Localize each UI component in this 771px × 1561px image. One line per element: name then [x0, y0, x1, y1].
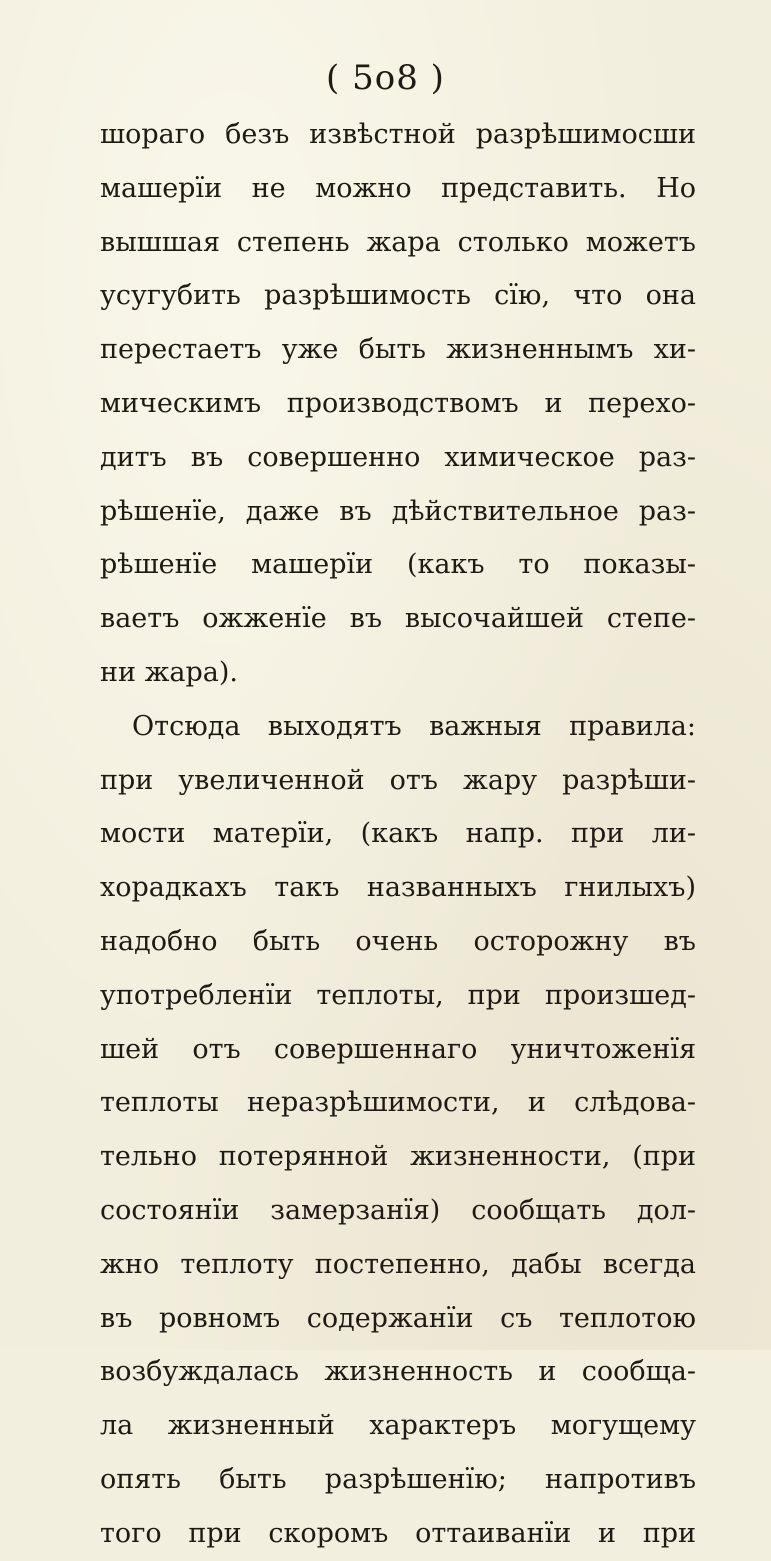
text-line: жно теплоту постепенно, дабы всегда — [100, 1248, 696, 1280]
text-line: вышшая степень жара столько можетъ — [100, 226, 696, 258]
page-body — [100, 108, 696, 1561]
text-line: употребленїи теплоты, при произшед- — [100, 979, 696, 1011]
paragraph-2 — [100, 700, 696, 1561]
text-line: рѣшенїе, даже въ дѣйствительное раз- — [100, 495, 696, 527]
text-line: опять быть разрѣшенїю; напротивъ — [100, 1463, 696, 1495]
text-line: при увеличенной отъ жару разрѣши- — [100, 764, 696, 796]
text-line: возбуждалась жизненность и сообща- — [100, 1356, 696, 1388]
text-line: тельно потерянной жизненности, (при — [100, 1141, 696, 1173]
text-line: шорагo безъ извѣстной разрѣшимосши — [100, 119, 696, 150]
text-line: рѣшенїе машерїи (какъ то показы- — [100, 549, 696, 581]
text-line: ваетъ ожженїе въ высочайшей степе- — [100, 603, 696, 635]
text-line: мическимъ производствомъ и перехо- — [100, 387, 696, 419]
text-line: въ ровномъ содержанїи съ теплотою — [100, 1302, 696, 1334]
text-line: мости матерїи, (какъ напр. при ли- — [100, 818, 696, 850]
text-line: теплоты неразрѣшимости, и слѣдова- — [100, 1087, 696, 1119]
text-line: состоянїи замерзанїя) сообщать дол- — [100, 1194, 696, 1226]
page-number: ( 5o8 ) — [326, 58, 445, 98]
text-line: ла жизненный характеръ могущему — [100, 1410, 696, 1442]
text-line: машерїи не можно представить. Но — [100, 172, 696, 204]
text-line: перестаетъ уже быть жизненнымъ хи- — [100, 334, 696, 366]
text-line: того при скоромъ оттаиванїи и при — [100, 1517, 696, 1549]
paragraph-1 — [100, 108, 696, 700]
text-line: усугубить разрѣшимость сїю, что она — [100, 280, 696, 312]
text-line: дитъ въ совершенно химическое раз- — [100, 441, 696, 473]
text-line: надобно быть очень осторожну въ — [100, 925, 696, 957]
text-line: шей отъ совершеннаго уничтоженїя — [100, 1033, 696, 1065]
text-line: Отсюда выходятъ важныя правила: — [132, 710, 696, 742]
text-line: ни жара). — [100, 656, 239, 688]
text-line: хорадкахъ такъ названныхъ гнилыхъ) — [100, 872, 696, 904]
